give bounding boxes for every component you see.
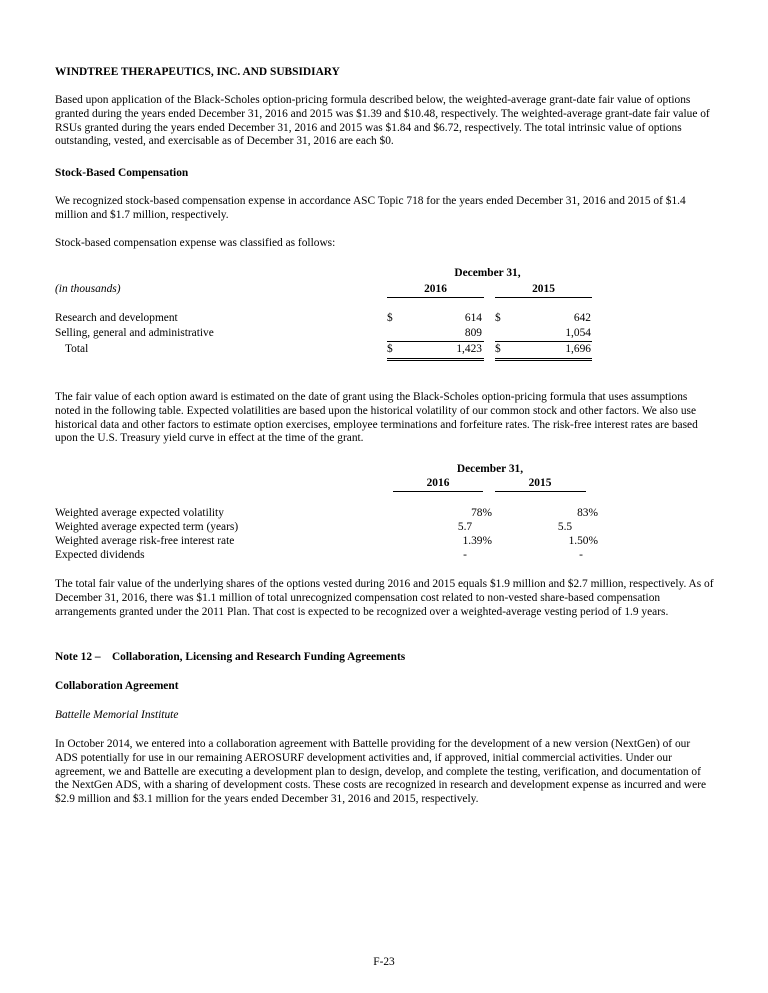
table2-value-2016: - — [463, 549, 467, 561]
table1-value-2015: 642 — [573, 312, 591, 324]
page-number: F-23 — [373, 956, 395, 968]
table1-subtotal-rule-2015 — [495, 341, 592, 342]
paragraph-total-fair-value: The total fair value of the underlying shares of the options vested during 2016 and 2015 equals $1.9 million and $2.7 million, respectively. As of December 31, 2016, there was $1.1 million of total unrecognized compensation cost related to non-vested share-based compensation arrangements granted under the 2011 Plan. That cost is expected to be recognized over a weighted-average vesting period of 1.9 years. — [55, 578, 714, 618]
table1-value-2016: 614 — [464, 312, 482, 324]
table1-dollar-sign: $ — [495, 343, 501, 355]
table2-col-2015: 2015 — [528, 477, 552, 489]
battelle-subheading: Battelle Memorial Institute — [55, 709, 179, 721]
note-12-heading: Note 12 – Collaboration, Licensing and Research Funding Agreements — [55, 651, 406, 663]
table1-value-2015: 1,054 — [565, 327, 591, 339]
table2-value-2015: 1.50% — [568, 535, 598, 547]
table1-total-2015: 1,696 — [565, 343, 591, 355]
table2-value-2016: 1.39% — [462, 535, 492, 547]
table1-row-label: Selling, general and administrative — [55, 327, 214, 339]
compensation-table — [55, 267, 715, 367]
table1-col-2016: 2016 — [424, 283, 447, 295]
table2-row-label: Expected dividends — [55, 549, 145, 561]
table1-total-2016: 1,423 — [456, 343, 482, 355]
paragraph-black-scholes: Based upon application of the Black-Scholes option-pricing formula described below, the weighted-average grant-date fair value of options granted during the years ended December 31, 2016 and 2015 was $1.39 and $10.48, respectively. The weighted-average grant-date fair value of RSUs granted during the years ended December 31, 2016 and 2015 was $1.84 and $6.72, respectively. The total intrinsic value of options outstanding, vested, and exercisable as of December 31, 2016 are each $0. — [55, 94, 710, 148]
paragraph-battelle: In October 2014, we entered into a collaboration agreement with Battelle providing for the development of a new version (NextGen) of our ADS potentially for use in our remaining AEROSURF development activities and, if approved, initial commercial activities. Under our agreement, we and Battelle are executing a development plan to design, develop, and complete the testing, verification, and documentation of the NextGen ADS, with a sharing of development costs. These costs are recognized in research and development expense as incurred and were $2.9 million and $3.1 million for the years ended December 31, 2016 and 2015, respectively. — [55, 738, 707, 806]
table2-value-2015: 5.5 — [557, 521, 573, 533]
table1-header-group: December 31, — [454, 267, 521, 279]
table1-rule-2016 — [387, 297, 484, 298]
table2-row-label: Weighted average expected volatility — [55, 507, 224, 519]
table1-col-2015: 2015 — [532, 283, 555, 295]
company-header: WINDTREE THERAPEUTICS, INC. AND SUBSIDIARY — [55, 66, 340, 78]
table1-units-label: (in thousands) — [55, 283, 121, 295]
table2-value-2016: 78% — [471, 507, 492, 519]
table2-rule-2016 — [393, 491, 483, 492]
collaboration-agreement-heading: Collaboration Agreement — [55, 680, 179, 692]
table2-header-group: December 31, — [456, 463, 524, 475]
table2-value-2015: 83% — [577, 507, 598, 519]
table1-value-2016: 809 — [464, 327, 482, 339]
table1-total-double-rule-2015 — [495, 358, 592, 361]
table1-rule-2015 — [495, 297, 592, 298]
table1-dollar-sign: $ — [495, 312, 501, 324]
table1-dollar-sign: $ — [387, 312, 393, 324]
table2-rule-2015 — [495, 491, 586, 492]
table1-total-label: Total — [65, 343, 89, 355]
paragraph-stock-compensation: We recognized stock-based compensation expense in accordance ASC Topic 718 for the years ended December 31, 2016 and 2015 of $1.4 million and $1.7 million, respectively. — [55, 195, 686, 221]
table2-row-label: Weighted average expected term (years) — [55, 521, 239, 533]
table1-row-label: Research and development — [55, 312, 178, 324]
table1-dollar-sign: $ — [387, 343, 393, 355]
table1-subtotal-rule-2016 — [387, 341, 484, 342]
table2-row-label: Weighted average risk-free interest rate — [55, 535, 235, 547]
stock-based-compensation-heading: Stock-Based Compensation — [55, 167, 189, 179]
paragraph-classified: Stock-based compensation expense was classified as follows: — [55, 237, 336, 249]
assumptions-table — [55, 463, 715, 568]
table2-col-2016: 2016 — [426, 477, 450, 489]
table2-value-2016: 5.7 — [457, 521, 473, 533]
paragraph-fair-value: The fair value of each option award is estimated on the date of grant using the Black-Scholes option-pricing formula that uses assumptions noted in the following table. Expected volatilities are based upon the historical volatility of our common stock and other factors. We also use historical data and other factors to estimate option exercises, employee terminations and forfeiture rates. The risk-free interest rates are based upon the U.S. Treasury yield curve in effect at the time of the grant. — [55, 391, 698, 445]
table2-value-2015: - — [579, 549, 583, 561]
table1-total-double-rule-2016 — [387, 358, 484, 361]
